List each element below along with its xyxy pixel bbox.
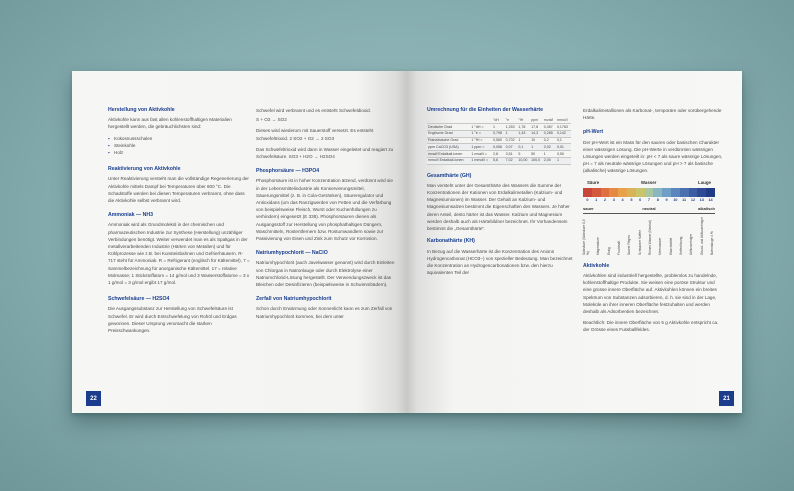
table-cell: 1	[505, 130, 518, 137]
table-cell: 1 mmol/l =	[470, 157, 492, 164]
ph-color-segment	[689, 188, 698, 197]
ph-color-segment	[697, 188, 706, 197]
heading-herstellung: Herstellung von Aktivkohle	[108, 107, 175, 113]
table-cell: 0,07	[505, 144, 518, 151]
table-cell: 5,6	[492, 157, 505, 164]
ph-color-segment	[627, 188, 636, 197]
table-row	[427, 151, 571, 158]
table-row	[427, 137, 571, 144]
heading-ammoniak: Ammoniak — NH3	[108, 212, 153, 219]
table-cell: 0,02	[543, 144, 556, 151]
table-cell: 1,253	[505, 123, 518, 130]
table-cell: 0,1	[556, 137, 571, 144]
table-cell: 1	[492, 123, 505, 130]
paragraph: Schwefel wird verbrannt und es entsteht Schwefeldioxid.	[256, 108, 371, 113]
ph-label-saeure: Säure	[587, 179, 600, 185]
paragraph: Das Schwefeltrioxid wird dann in Wasser eingeleitet und reagiert zu Schwefelsäure. SO3 + H2O → H2SO4	[256, 146, 394, 160]
ph-color-segment	[592, 188, 601, 197]
ph-example-label: Saurer Regen	[627, 234, 632, 255]
table-cell: 0,285	[543, 130, 556, 137]
heading-aktivkohle: Aktivkohle	[583, 262, 610, 269]
table-cell: 10,00	[517, 157, 530, 164]
ph-number: 9	[665, 197, 668, 202]
ph-number: 14	[708, 197, 713, 202]
ph-color-segment	[645, 188, 654, 197]
page-number-right: 21	[719, 391, 734, 406]
ph-number: 8	[656, 197, 659, 202]
paragraph: In Bezug auf die Wasserhärte ist die Konzentration des Anions Hydrogencarbonat (HCO3−) von spezieller Bedeutung. Man bezeichnet die Konzentration an Hydrogencarbonationen bzw. den hierzu äquivalenten Teil der	[427, 248, 573, 276]
paragraph: Dieses wird wiederum mit Sauerstoff versetzt. Es entsteht Schwefeltrioxid. 2 SO2 + O2 → 2 SO3	[256, 128, 374, 141]
ph-number: 4	[621, 197, 624, 202]
paragraph: Aktivkohlen sind industriell hergestellte, problemlos zu handelnde, kohlenstoffhaltige Produkte. Sie weisen eine poröse Struktur und eine grosse innere Oberfläche auf. Aktivkohlen können ein breites Spektrum von Substanzen adsorbieren, d. h. sie sind in der Lage, Moleküle an ihrer inneren Oberfläche festzuhalten und werden deshalb als Adsorbentien bezeichnet.	[583, 273, 718, 315]
ph-number: 0	[586, 197, 589, 202]
ph-number: 12	[690, 197, 696, 202]
table-cell: 0,702	[505, 137, 518, 144]
heading-ph-wert: pH-Wert	[583, 129, 604, 136]
heading-zerfall: Zerfall von Natriumhypochlorit	[256, 296, 332, 303]
ph-color-bar	[583, 188, 715, 197]
table-header-cell: ppm	[530, 117, 543, 123]
ph-axis	[583, 205, 715, 212]
ph-color-segment	[609, 188, 618, 197]
ph-axis-alkalisch: alkalisch	[698, 206, 715, 212]
ph-number: 7	[647, 197, 651, 202]
table-header-cell: °dH	[492, 117, 505, 123]
ph-examples	[583, 215, 715, 255]
ph-scale	[583, 179, 715, 255]
paragraph: Aktivkohle kann aus fast allen kohlenstoffhaltigen Materialien hergestellt werden, die gebräuchlichsten sind:	[108, 117, 232, 130]
table-cell: 100,0	[530, 157, 543, 164]
ph-example-label: Schwarzer Kaffee	[637, 229, 642, 255]
ph-example-label: Natronlauge 4 %	[710, 231, 715, 255]
table-cell: 14,3	[530, 130, 543, 137]
open-brochure	[72, 71, 742, 413]
ph-example-label: Essig	[606, 247, 611, 255]
table-cell: 0,2	[543, 137, 556, 144]
left-column-1	[108, 107, 250, 338]
table-header-cell: °e	[505, 117, 518, 123]
ph-scale-numbers	[583, 197, 715, 204]
table-cell: 0,142	[556, 130, 571, 137]
ph-scale-header	[583, 179, 715, 186]
table-cell: 3,51	[505, 151, 518, 158]
table-row	[427, 157, 571, 164]
paragraph: Phosphorsäure ist in hoher Konzentration ätzend, verdünnt wird sie in der Lebensmittelindustrie als Konservierungsmittel, Säuerungsmittel (z. B. in Cola-Getränken), Säureregulator und Antioxidans (um das Ranzigwerden von Fetten und die Verfärbung von beispielsweise Fleisch, Wurst oder Kuchenfüllungen zu verhindern) eingesetzt (E 338). Phosphorsäuren dienen als Ausgangsstoff zur Herstellung von phosphathaltigen Düngern, Waschmitteln, Rostentfernern bzw. Rostumwandlern sowie zur Passivierung von Eisen und Zink zum Schutz vor Korrosion.	[256, 178, 393, 242]
paragraph: Natriumhypochlorit (auch Javelwasser genannt) wird durch Einleiten von Chlorgas in Natronlauge oder durch Elektrolyse einer Natriumchlorid-Lösung hergestellt. Der Verwendungszweck ist das Bleichen oder Desinfizieren (beispielsweise in Schwimmbädern).	[256, 260, 395, 288]
table-cell: ppm CaCO3 (USA)	[427, 144, 470, 151]
hardness-table	[427, 117, 571, 164]
paragraph: Der pH-Wert ist ein Mass für den sauren oder basischen Charakter einer wässrigen Lösung. Die pH-Werte in verdünnten wässrigen Lösungen werden eingeteilt in: pH < 7 als saure wässrige Lösungen, pH = 7 als neutrale wässrige Lösungen und pH > 7 als basische (alkalische) wässrige Lösungen.	[583, 139, 723, 174]
ph-color-segment	[618, 188, 627, 197]
table-cell: 0,50	[556, 151, 571, 158]
ph-color-segment	[680, 188, 689, 197]
table-cell: 1 mval/l =	[470, 151, 492, 158]
table-cell: mval/l Erdalkali-Ionen	[427, 151, 470, 158]
table-header-cell: °fH	[517, 117, 530, 123]
table-cell: Französische Grad	[427, 137, 470, 144]
table-cell: mmol/l Erdalkali-Ionen	[427, 157, 470, 164]
ph-example-label: Grund- und Abflussreiniger	[699, 216, 704, 255]
table-cell: 0,357	[543, 123, 556, 130]
ph-number: 1	[595, 197, 598, 202]
ph-example-label: Salzsäure (Salzsäure 0,5 %)	[582, 219, 590, 255]
ph-axis-sauer: sauer	[583, 206, 594, 212]
ph-example-label: Seifenlösung	[679, 236, 684, 255]
ph-number: 10	[673, 197, 678, 202]
table-cell: 1,43	[517, 130, 530, 137]
ph-color-segment	[636, 188, 645, 197]
ph-label-wasser: Wasser	[640, 179, 657, 185]
table-cell: 1 ppm =	[470, 144, 492, 151]
paragraph: Ammoniak wird als Grundmolekül in der chemischen und pharmazeutischen Industrie zur Synthese (Herstellung) unzähliger Verbindungen benötigt. Weiter verwendet man es als Spaltgas in der metallverarbeitenden Industrie (Härten von Metallen) und für Kühlprozesse wie z.B. bei Kunsteisbahnen und Gefrierhäusern. R-717 steht für Ammoniak. R = Refrigerant (englisch für Kältemittel), 7 = Sammelbezeichnung für anorganische Kältemittel. 17 = relative Molmasse; 1 Stickstoffatom = 14 g/mol und 3 Wasserstoffatome = 3 x 1 g/mol = 3 g/mol ergibt 17 g/mol.	[108, 222, 250, 286]
ph-number: 5	[630, 197, 633, 202]
table-cell: 10	[530, 137, 543, 144]
table-cell: 1 °dH =	[470, 123, 492, 130]
heading-umrechnung: Umrechnung für die Einheiten der Wasserhärte	[427, 107, 543, 113]
table-cell: 0,056	[492, 144, 505, 151]
table-cell: 1 °fH =	[470, 137, 492, 144]
left-page	[72, 71, 407, 413]
ph-example-label: Magensäure	[596, 237, 601, 255]
ph-color-segment	[671, 188, 680, 197]
heading-gesamthaerte: Gesamthärte (GH)	[427, 172, 472, 179]
table-header-cell: mval/l	[543, 117, 556, 123]
list-item: ▪ Kokosnussschalen	[108, 135, 250, 142]
paragraph: Die Ausgangssubstanz zur Herstellung von Schwefelsäure ist Schwefel. Er wird durch Entschwefelung von Rohöl und Erdgas gewonnen. Dieser Ursprung verursacht die starken Preisschwankungen.	[108, 306, 237, 334]
table-cell: 1	[530, 144, 543, 151]
list-item: ▪ Holz	[108, 149, 250, 156]
ph-axis-line	[583, 213, 715, 214]
table-cell: 0,1783	[556, 123, 571, 130]
paragraph: Erdalkalimetallionen als Karbonat-, temporäre oder vorübergehende Härte.	[583, 108, 722, 121]
ph-color-segment	[653, 188, 662, 197]
table-cell: 5	[517, 151, 530, 158]
ph-example-label: Waschmittel	[668, 237, 673, 255]
table-cell: 17,8	[530, 123, 543, 130]
table-cell: 0,798	[492, 130, 505, 137]
paragraph: Man versteht unter der Gesamthärte des Wassers die Summe der Konzentrationen der Kationen von Erdalkalimetallen (Kalzium- und Magnesiumionen) im Wasser. Der Gehalt an Kalzium- und Magnesiumsalzen bestimmt die Eigenschaften des Wassers. Je höher deren Anteil, desto härter ist das Wasser. Kalzium und Magnesium werden deshalb auch als Härtebildner bezeichnet. Ihr Vorhandensein bestimmt die „Gesamthärte“.	[427, 182, 570, 232]
ph-number: 11	[682, 197, 687, 202]
table-cell: 0,1	[517, 144, 530, 151]
ph-label-lauge: Lauge	[698, 179, 711, 185]
paragraph: Beachtlich: Die innere Oberfläche von 5 g Aktivkohle entspricht ca. der Grösse eines Fussballfeldes.	[583, 320, 719, 333]
table-row	[427, 144, 571, 151]
table-cell: 2,00	[543, 157, 556, 164]
ph-example-label: Abflussreiniger	[689, 233, 694, 255]
table-cell: 1	[543, 151, 556, 158]
table-cell: 0,01	[556, 144, 571, 151]
right-column-2	[583, 107, 723, 338]
table-cell: 2,8	[492, 151, 505, 158]
paragraph: Unter Reaktivierung versteht man die vollständige Regenerierung der Aktivkohle mittels Dampf bei Temperaturen über 600 °C. Die Schadstoffe werden bei diesen Temperaturen verbrannt, ohne dass die Aktivkohle selbst verbrannt wird.	[108, 176, 249, 204]
ph-example-label: Meerwasser	[658, 237, 663, 255]
table-row	[427, 130, 571, 137]
right-column-1	[427, 107, 575, 280]
page-number-left: 22	[86, 391, 101, 406]
ph-color-segment	[706, 188, 715, 197]
heading-schwefelsaeure: Schwefelsäure — H2SO4	[108, 296, 170, 303]
table-cell: Deutsche Grad	[427, 123, 470, 130]
list-item: ▪ Steinkohle	[108, 142, 250, 149]
ph-color-segment	[583, 188, 592, 197]
table-cell: 1	[517, 137, 530, 144]
table-cell: 1 °e =	[470, 130, 492, 137]
table-cell: 0,560	[492, 137, 505, 144]
table-row	[427, 123, 571, 130]
right-page	[407, 71, 742, 413]
paragraph: Schon durch Erwärmung oder Sonnenlicht kann es zum Zerfall von Natriumhypochlorit kommen, bei dem unter	[256, 306, 393, 319]
heading-natriumhypochlorit: Natriumhypochlorit — NaClO	[256, 250, 328, 257]
table-cell: 1	[556, 157, 571, 164]
ph-number: 3	[612, 197, 615, 202]
ph-example-label: Reines Wasser (Neutral)	[647, 220, 652, 255]
table-cell: 7,02	[505, 157, 518, 164]
ph-number: 6	[639, 197, 642, 202]
table-header-cell: mmol/l	[556, 117, 571, 123]
heading-karbonathaerte: Karbonathärte (KH)	[427, 238, 475, 245]
heading-phosphorsaeure: Phosphorsäure — H3PO4	[256, 168, 320, 175]
bullet-list	[108, 135, 250, 157]
left-column-2	[256, 107, 396, 324]
table-cell: 50	[530, 151, 543, 158]
ph-number: 13	[699, 197, 704, 202]
table-cell: 1,78	[517, 123, 530, 130]
equation: S + O2 → SO2	[256, 117, 287, 123]
table-cell: Englische Grad	[427, 130, 470, 137]
ph-axis-neutral: neutral	[642, 206, 656, 212]
ph-example-label: Fruchtsaft	[616, 240, 621, 255]
ph-number: 2	[603, 197, 607, 202]
heading-reaktivierung: Reaktivierung von Aktivkohle	[108, 166, 181, 173]
ph-color-segment	[662, 188, 671, 197]
ph-color-segment	[601, 188, 610, 197]
